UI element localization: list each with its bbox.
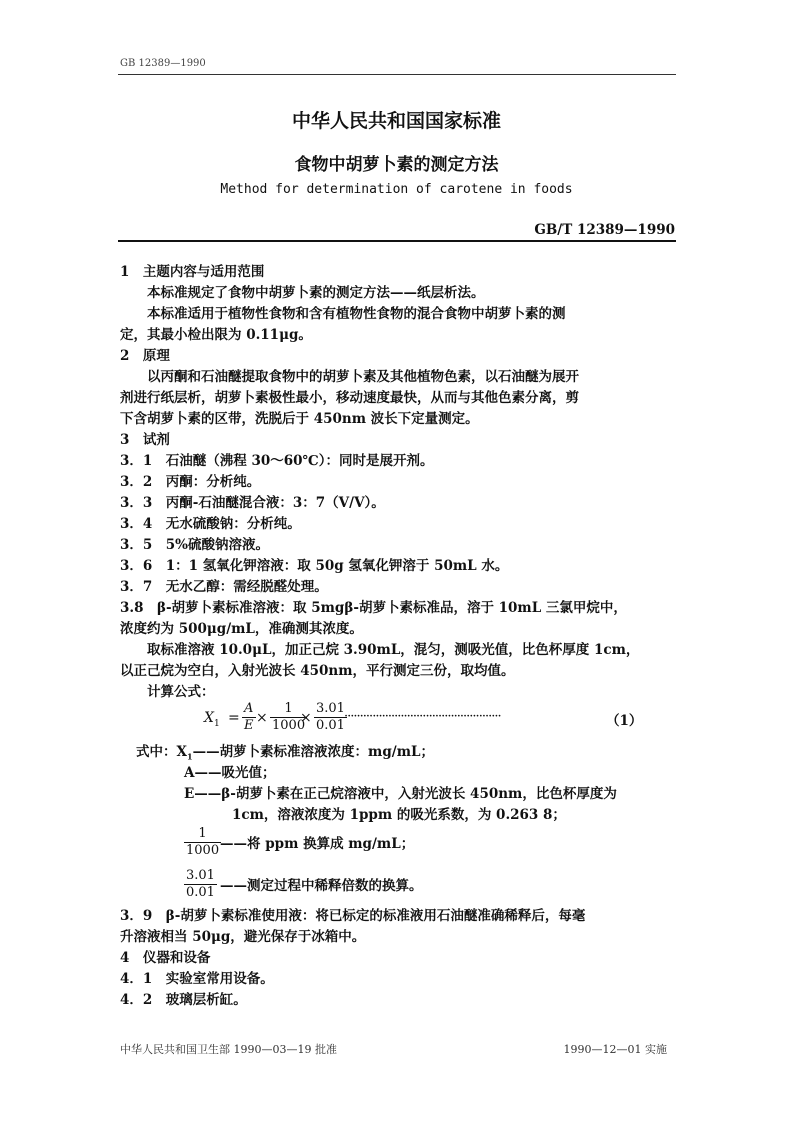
item-line: 3．3 丙酮-石油醚混合液：3：7（V/V）。 [120, 495, 385, 511]
definition-f1-text: ——将 ppm 换算成 mg/mL； [220, 836, 415, 852]
section-3-heading: 3 试剂 [120, 432, 170, 448]
item-line: 3．6 1：1 氢氧化钾溶液：取 50g 氢氧化钾溶于 50mL 水。 [120, 558, 509, 574]
item-line: 3．7 无水乙醇：需经脱醛处理。 [120, 579, 328, 595]
item-line: 3．2 丙酮：分析纯。 [120, 474, 261, 490]
running-header: GB 12389—1990 [120, 58, 206, 69]
item-line: 3.8 β-胡萝卜素标准溶液：取 5mgβ-胡萝卜素标准品，溶于 10mL 三氯甲烷中， [120, 600, 627, 616]
footer-approval: 中华人民共和国卫生部 1990—03—19 批准 [120, 1043, 337, 1056]
paragraph-line: 本标准规定了食物中胡萝卜素的测定方法——纸层析法。 [120, 285, 485, 301]
item-line: 4．2 玻璃层析缸。 [120, 992, 247, 1008]
section-1-heading: 1 主题内容与适用范围 [120, 264, 265, 280]
formula-fraction-1-1000: $\frac{1}{1000}$ [272, 701, 306, 733]
formula-intro: 计算公式： [120, 684, 215, 700]
definition-a: A——吸光值； [184, 765, 276, 781]
formula-1 [204, 699, 643, 739]
definition-fraction-1-1000: $\frac{1}{1000}$ [186, 826, 220, 858]
paragraph-line: 升溶液相当 50μg，避光保存于冰箱中。 [120, 929, 366, 945]
title-rule [118, 240, 676, 242]
definition-e-line1: E——β-胡萝卜素在正己烷溶液中，入射光波长 450nm，比色杯厚度为 [184, 786, 617, 802]
definition-x1: 式中：$X_1——$胡萝卜素标准溶液浓度：mg/mL； [136, 744, 434, 762]
standard-number: GB/T 12389—1990 [534, 222, 675, 238]
formula-number: （1） [606, 713, 643, 729]
footer-effective-date: 1990—12—01 实施 [563, 1043, 667, 1056]
english-title: Method for determination of carotene in foods [220, 182, 573, 197]
document-subtitle: 食物中胡萝卜素的测定方法 [294, 155, 499, 175]
item-line: 3．4 无水硫酸钠：分析纯。 [120, 516, 301, 532]
item-line: 3．5 5%硫酸钠溶液。 [120, 537, 270, 553]
paragraph-line: 定，其最小检出限为 0.11μg。 [120, 327, 312, 343]
section-2-heading: 2 原理 [120, 348, 170, 364]
item-line: 3．9 β-胡萝卜素标准使用液：将已标定的标准液用石油醚准确稀释后，每毫 [120, 908, 586, 924]
definition-f2-text: ——测定过程中稀释倍数的换算。 [220, 878, 423, 894]
formula-leader-dots: ·················································· [344, 709, 501, 724]
paragraph-line: 浓度约为 500μg/mL，准确测其浓度。 [120, 621, 363, 637]
formula-times: × [300, 710, 312, 726]
definition-fraction-dilution: $\frac{3.01}{0.01}$ [186, 868, 215, 900]
item-line: 4．1 实验室常用设备。 [120, 971, 274, 987]
paragraph-line: 以正己烷为空白，入射光波长 450nm，平行测定三份，取均值。 [120, 663, 515, 679]
item-line: 3．1 石油醚（沸程 30～60℃）：同时是展开剂。 [120, 453, 434, 469]
section-4-heading: 4 仪器和设备 [120, 950, 211, 966]
paragraph-line: 下含胡萝卜素的区带，洗脱后于 450nm 波长下定量测定。 [120, 411, 479, 427]
formula-lhs: $X_1$ [204, 710, 220, 729]
paragraph-line: 剂进行纸层析，胡萝卜素极性最小，移动速度最快，从而与其他色素分离，剪 [120, 390, 579, 406]
paragraph-line: 本标准适用于植物性食物和含有植物性食物的混合食物中胡萝卜素的测 [120, 306, 566, 322]
formula-equals: = [228, 710, 240, 726]
paragraph-line: 取标准溶液 10.0μL，加正己烷 3.90mL，混匀，测吸光值，比色杯厚度 1cm， [120, 642, 640, 658]
formula-fraction-a-e: $\frac{A}{E}$ [244, 701, 254, 733]
formula-fraction-dilution: $\frac{3.01}{0.01}$ [316, 701, 345, 733]
paragraph-line: 以丙酮和石油醚提取食物中的胡萝卜素及其他植物色素，以石油醚为展开 [120, 369, 579, 385]
document-title: 中华人民共和国国家标准 [291, 110, 501, 132]
header-rule [118, 74, 676, 75]
formula-times: × [256, 710, 268, 726]
definition-e-line2: 1cm，溶液浓度为 1ppm 的吸光系数，为 0.263 8； [232, 807, 566, 823]
